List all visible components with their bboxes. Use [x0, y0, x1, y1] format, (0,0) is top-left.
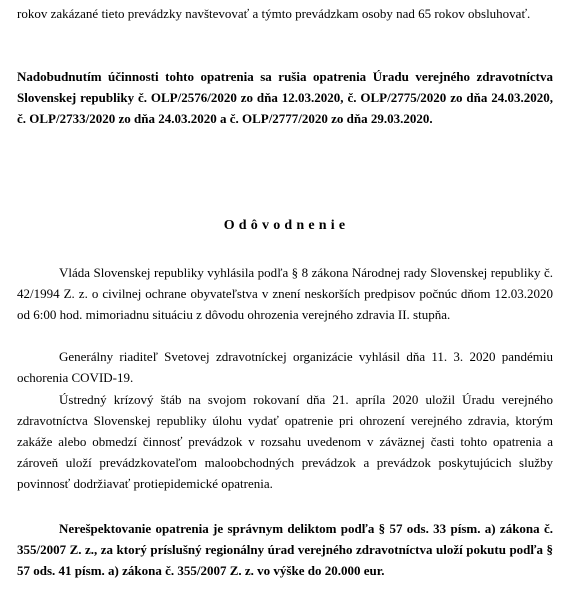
- paragraph-top: rokov zakázané tieto prevádzky navštevovať a týmto prevádzkam osoby nad 65 rokov obsluhovať.: [17, 6, 531, 21]
- paragraph-crisis-staff: Ústredný krízový štáb na svojom rokovaní dňa 21. apríla 2020 uložil Úradu verejného zdravotníctva Slovenskej republiky úlohu vydať opatrenie pri ohrození verejného zdravia, ktorým zakáže alebo obmedzí činnosť prevádzok v rozsahu uvedenom v záväznej časti tohto opatrenia a zároveň uloží prevádzkovateľom maloobchodných prevádzok a prevádzok poskytujúcich služby povinnosť dodržiavať protiepidemické opatrenia.: [17, 392, 553, 491]
- paragraph-who: Generálny riaditeľ Svetovej zdravotníckej organizácie vyhlásil dňa 11. 3. 2020 pandémiu ochorenia COVID-19.: [17, 349, 553, 385]
- paragraph-government: Vláda Slovenskej republiky vyhlásila podľa § 8 zákona Národnej rady Slovenskej republiky č. 42/1994 Z. z. o civilnej ochrane obyvateľstva v znení neskorších predpisov počnúc dňom 12.03.2020 od 6:00 hod. mimoriadnu situáciu z dôvodu ohrozenia verejného zdravia II. stupňa.: [17, 265, 553, 322]
- section-heading: Odôvodnenie: [223, 218, 350, 233]
- paragraph-penalty: Nerešpektovanie opatrenia je správnym deliktom podľa § 57 ods. 33 písm. a) zákona č. 355/2007 Z. z., za ktorý príslušný regionálny úrad verejného zdravotníctva uloží pokutu podľa § 57 ods. 41 písm. a) zákona č. 355/2007 Z. z. vo výške do 20.000 eur.: [17, 521, 553, 578]
- paragraph-repeal: Nadobudnutím účinnosti tohto opatrenia sa rušia opatrenia Úradu verejného zdravotníctva Slovenskej republiky č. OLP/2576/2020 zo dňa 12.03.2020, č. OLP/2775/2020 zo dňa 24.03.2020, č. OLP/2733/2020 zo dňa 24.03.2020 a č. OLP/2777/2020 zo dňa 29.03.2020.: [17, 69, 553, 126]
